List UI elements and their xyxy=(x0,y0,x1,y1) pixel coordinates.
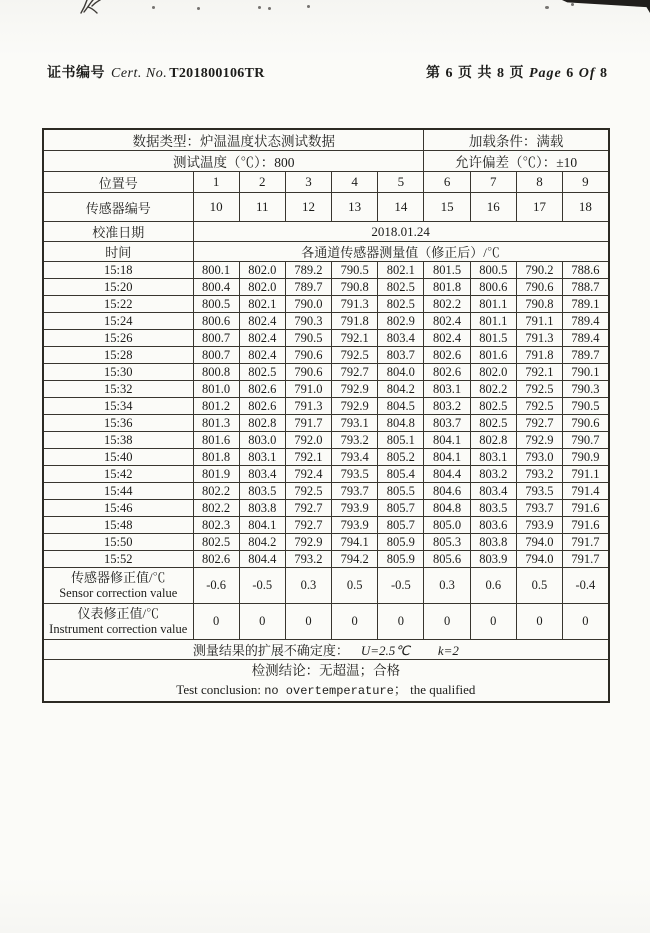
reading-value-cell: 792.9 xyxy=(332,381,378,398)
reading-value-cell: 802.2 xyxy=(470,381,516,398)
reading-value-cell: 805.0 xyxy=(424,517,470,534)
test-temp-row xyxy=(43,151,609,172)
time-cell: 15:28 xyxy=(43,347,193,364)
reading-value-cell: 788.7 xyxy=(563,279,609,296)
reading-value-cell: 805.7 xyxy=(378,517,424,534)
position-row xyxy=(43,172,609,193)
reading-value-cell: 793.2 xyxy=(516,466,562,483)
reading-value-cell: 802.6 xyxy=(239,398,285,415)
reading-value-cell: 802.4 xyxy=(239,313,285,330)
value-cell: 6 xyxy=(424,172,470,193)
reading-value-cell: 789.4 xyxy=(563,330,609,347)
conclusion-en-sep: ； xyxy=(393,681,407,697)
value-cell: 0 xyxy=(424,604,470,640)
uncertainty-prefix: 测量结果的扩展不确定度： xyxy=(192,643,349,658)
reading-value-cell: 800.5 xyxy=(470,262,516,279)
allowed-deviation-cell: 允许偏差（℃）：±10 xyxy=(424,151,609,172)
sensor-correction-label-en: Sensor correction value xyxy=(59,585,178,600)
scan-dot-artifact xyxy=(545,6,549,9)
reading-row xyxy=(43,449,609,466)
reading-value-cell: 790.8 xyxy=(332,279,378,296)
reading-row xyxy=(43,551,609,568)
reading-value-cell: 802.6 xyxy=(424,347,470,364)
reading-value-cell: 804.5 xyxy=(378,398,424,415)
time-cell: 15:38 xyxy=(43,432,193,449)
reading-value-cell: 805.5 xyxy=(378,483,424,500)
cert-label-cn: 证书编号 xyxy=(47,66,105,81)
reading-value-cell: 792.0 xyxy=(285,432,331,449)
reading-value-cell: 805.1 xyxy=(378,432,424,449)
reading-value-cell: 804.4 xyxy=(424,466,470,483)
value-cell: 18 xyxy=(563,193,609,222)
value-cell: 16 xyxy=(470,193,516,222)
reading-value-cell: 788.6 xyxy=(563,262,609,279)
reading-value-cell: 792.1 xyxy=(285,449,331,466)
reading-value-cell: 803.9 xyxy=(470,551,516,568)
reading-value-cell: 801.2 xyxy=(193,398,239,415)
reading-row xyxy=(43,432,609,449)
time-cell: 15:36 xyxy=(43,415,193,432)
reading-value-cell: 794.0 xyxy=(516,551,562,568)
reading-value-cell: 794.1 xyxy=(332,534,378,551)
reading-value-cell: 800.8 xyxy=(193,364,239,381)
reading-value-cell: 793.0 xyxy=(516,449,562,466)
reading-value-cell: 801.5 xyxy=(424,262,470,279)
reading-value-cell: 803.1 xyxy=(470,449,516,466)
reading-value-cell: 801.6 xyxy=(470,347,516,364)
value-cell: 4 xyxy=(332,172,378,193)
reading-value-cell: 790.3 xyxy=(563,381,609,398)
reading-value-cell: 793.1 xyxy=(332,415,378,432)
reading-value-cell: 803.2 xyxy=(470,466,516,483)
reading-value-cell: 792.9 xyxy=(516,432,562,449)
page-number xyxy=(426,62,608,82)
reading-row xyxy=(43,534,609,551)
reading-value-cell: 804.2 xyxy=(239,534,285,551)
reading-value-cell: 800.5 xyxy=(193,296,239,313)
reading-value-cell: 805.2 xyxy=(378,449,424,466)
time-cell: 15:30 xyxy=(43,364,193,381)
reading-value-cell: 801.6 xyxy=(193,432,239,449)
reading-value-cell: 803.5 xyxy=(239,483,285,500)
reading-value-cell: 802.9 xyxy=(378,313,424,330)
reading-value-cell: 793.2 xyxy=(332,432,378,449)
value-cell: -0.5 xyxy=(378,568,424,604)
reading-value-cell: 802.5 xyxy=(470,398,516,415)
sensor-correction-label-cn: 传感器修正值/℃ xyxy=(70,569,166,585)
reading-value-cell: 803.7 xyxy=(378,347,424,364)
reading-value-cell: 791.3 xyxy=(332,296,378,313)
value-cell: 11 xyxy=(239,193,285,222)
reading-value-cell: 803.2 xyxy=(424,398,470,415)
reading-value-cell: 790.0 xyxy=(285,296,331,313)
instrument-correction-label-cn: 仪表修正值/℃ xyxy=(77,605,160,621)
reading-value-cell: 792.4 xyxy=(285,466,331,483)
value-cell: 0.5 xyxy=(332,568,378,604)
page-cn: 页 共 xyxy=(457,66,493,81)
reading-value-cell: 802.5 xyxy=(193,534,239,551)
reading-value-cell: 791.7 xyxy=(563,534,609,551)
reading-row xyxy=(43,398,609,415)
document-header xyxy=(47,62,608,82)
sensor-label: 传感器编号 xyxy=(43,193,193,222)
reading-value-cell: 789.7 xyxy=(563,347,609,364)
reading-value-cell: 800.6 xyxy=(193,313,239,330)
reading-value-cell: 804.4 xyxy=(239,551,285,568)
reading-value-cell: 791.3 xyxy=(285,398,331,415)
reading-value-cell: 800.4 xyxy=(193,279,239,296)
reading-value-cell: 790.6 xyxy=(563,415,609,432)
reading-value-cell: 793.7 xyxy=(516,500,562,517)
reading-row xyxy=(43,262,609,279)
reading-value-cell: 801.3 xyxy=(193,415,239,432)
reading-value-cell: 802.1 xyxy=(239,296,285,313)
reading-value-cell: 791.7 xyxy=(563,551,609,568)
reading-value-cell: 804.8 xyxy=(424,500,470,517)
reading-value-cell: 803.5 xyxy=(470,500,516,517)
value-cell: -0.5 xyxy=(239,568,285,604)
reading-value-cell: 804.1 xyxy=(424,449,470,466)
reading-value-cell: 790.8 xyxy=(516,296,562,313)
time-cell: 15:18 xyxy=(43,262,193,279)
reading-value-cell: 802.8 xyxy=(470,432,516,449)
value-cell: 7 xyxy=(470,172,516,193)
reading-value-cell: 793.9 xyxy=(332,500,378,517)
reading-value-cell: 789.7 xyxy=(285,279,331,296)
value-cell: 0.3 xyxy=(424,568,470,604)
reading-value-cell: 792.7 xyxy=(285,517,331,534)
reading-value-cell: 803.4 xyxy=(239,466,285,483)
calibration-label: 校准日期 xyxy=(43,222,193,242)
reading-value-cell: 805.7 xyxy=(378,500,424,517)
reading-value-cell: 805.9 xyxy=(378,551,424,568)
conclusion-cn: 检测结论：无超温；合格 xyxy=(251,663,401,679)
reading-value-cell: 801.8 xyxy=(193,449,239,466)
reading-value-cell: 793.7 xyxy=(332,483,378,500)
value-cell: 0 xyxy=(239,604,285,640)
data-type-row xyxy=(43,129,609,151)
value-cell: 0.5 xyxy=(516,568,562,604)
reading-value-cell: 793.2 xyxy=(285,551,331,568)
reading-value-cell: 805.4 xyxy=(378,466,424,483)
time-cell: 15:50 xyxy=(43,534,193,551)
reading-value-cell: 802.4 xyxy=(239,330,285,347)
time-cell: 15:46 xyxy=(43,500,193,517)
reading-value-cell: 804.1 xyxy=(239,517,285,534)
reading-value-cell: 802.5 xyxy=(378,296,424,313)
reading-value-cell: 792.5 xyxy=(516,381,562,398)
reading-value-cell: 792.9 xyxy=(285,534,331,551)
page-of-en: Of xyxy=(578,66,596,81)
time-header-row xyxy=(43,242,609,262)
reading-row xyxy=(43,415,609,432)
reading-value-cell: 792.5 xyxy=(332,347,378,364)
instrument-correction-label xyxy=(43,604,193,640)
reading-value-cell: 802.2 xyxy=(193,500,239,517)
reading-row xyxy=(43,279,609,296)
certificate-number xyxy=(47,62,265,82)
value-cell: 14 xyxy=(378,193,424,222)
time-cell: 15:22 xyxy=(43,296,193,313)
reading-value-cell: 792.7 xyxy=(332,364,378,381)
reading-value-cell: 802.6 xyxy=(193,551,239,568)
reading-value-cell: 801.0 xyxy=(193,381,239,398)
reading-value-cell: 804.1 xyxy=(424,432,470,449)
data-type-cell: 数据类型：炉温温度状态测试数据 xyxy=(43,129,424,151)
reading-value-cell: 802.2 xyxy=(424,296,470,313)
channel-header: 各通道传感器测量值（修正后）/℃ xyxy=(193,242,609,262)
value-cell: 0 xyxy=(378,604,424,640)
scan-dot-artifact xyxy=(258,6,261,9)
conclusion-en-suffix: the qualified xyxy=(410,681,476,697)
reading-value-cell: 792.5 xyxy=(516,398,562,415)
uncertainty-k-value: k=2 xyxy=(437,643,459,658)
test-temp-cell: 测试温度（℃）：800 xyxy=(43,151,424,172)
reading-value-cell: 793.5 xyxy=(332,466,378,483)
scan-dot-artifact xyxy=(571,3,574,6)
value-cell: 9 xyxy=(563,172,609,193)
value-cell: 0 xyxy=(516,604,562,640)
time-cell: 15:42 xyxy=(43,466,193,483)
value-cell: 8 xyxy=(516,172,562,193)
cert-label-en: Cert. No. xyxy=(111,66,168,81)
time-cell: 15:34 xyxy=(43,398,193,415)
page-num-en: 6 xyxy=(566,66,575,81)
reading-value-cell: 803.8 xyxy=(470,534,516,551)
reading-value-cell: 793.9 xyxy=(516,517,562,534)
calibration-row xyxy=(43,222,609,242)
value-cell: -0.6 xyxy=(193,568,239,604)
page-cn: 页 xyxy=(509,66,525,81)
reading-value-cell: 801.9 xyxy=(193,466,239,483)
reading-value-cell: 791.1 xyxy=(563,466,609,483)
reading-value-cell: 792.1 xyxy=(332,330,378,347)
scan-dot-artifact xyxy=(268,7,271,10)
reading-value-cell: 802.4 xyxy=(424,330,470,347)
reading-value-cell: 802.2 xyxy=(193,483,239,500)
reading-row xyxy=(43,500,609,517)
measurement-table xyxy=(42,128,610,703)
reading-value-cell: 790.9 xyxy=(563,449,609,466)
reading-value-cell: 790.7 xyxy=(563,432,609,449)
reading-value-cell: 790.5 xyxy=(285,330,331,347)
reading-value-cell: 803.4 xyxy=(470,483,516,500)
time-cell: 15:48 xyxy=(43,517,193,534)
reading-value-cell: 804.8 xyxy=(378,415,424,432)
value-cell: -0.4 xyxy=(563,568,609,604)
reading-value-cell: 789.1 xyxy=(563,296,609,313)
scan-dot-artifact xyxy=(197,7,200,10)
reading-row xyxy=(43,483,609,500)
reading-value-cell: 802.5 xyxy=(470,415,516,432)
reading-value-cell: 802.1 xyxy=(378,262,424,279)
reading-value-cell: 791.3 xyxy=(516,330,562,347)
value-cell: 0 xyxy=(563,604,609,640)
reading-value-cell: 789.2 xyxy=(285,262,331,279)
reading-value-cell: 804.6 xyxy=(424,483,470,500)
reading-value-cell: 802.0 xyxy=(239,262,285,279)
value-cell: 0.6 xyxy=(470,568,516,604)
reading-value-cell: 790.3 xyxy=(285,313,331,330)
reading-value-cell: 792.7 xyxy=(285,500,331,517)
reading-row xyxy=(43,347,609,364)
reading-value-cell: 802.0 xyxy=(470,364,516,381)
load-condition-cell: 加载条件：满载 xyxy=(424,129,609,151)
scan-corner-artifact xyxy=(562,0,650,13)
conclusion-en-prefix: Test conclusion: xyxy=(176,681,261,697)
cert-number-value: T201800106TR xyxy=(169,66,265,81)
conclusion-en xyxy=(45,682,607,700)
sensor-correction-label xyxy=(43,568,193,604)
time-cell: 15:40 xyxy=(43,449,193,466)
reading-value-cell: 790.5 xyxy=(563,398,609,415)
page-num: 6 xyxy=(445,66,454,81)
reading-value-cell: 803.7 xyxy=(424,415,470,432)
reading-value-cell: 793.4 xyxy=(332,449,378,466)
reading-value-cell: 790.6 xyxy=(285,347,331,364)
page-cn: 第 xyxy=(425,66,441,81)
scan-dot-artifact xyxy=(307,5,310,8)
reading-row xyxy=(43,466,609,483)
reading-value-cell: 793.9 xyxy=(332,517,378,534)
reading-value-cell: 801.8 xyxy=(424,279,470,296)
page-total-en: 8 xyxy=(600,66,608,81)
reading-value-cell: 803.6 xyxy=(470,517,516,534)
reading-value-cell: 802.8 xyxy=(239,415,285,432)
reading-value-cell: 792.7 xyxy=(516,415,562,432)
reading-value-cell: 790.6 xyxy=(285,364,331,381)
time-cell: 15:44 xyxy=(43,483,193,500)
reading-value-cell: 791.7 xyxy=(285,415,331,432)
reading-value-cell: 805.6 xyxy=(424,551,470,568)
reading-value-cell: 804.0 xyxy=(378,364,424,381)
reading-value-cell: 805.3 xyxy=(424,534,470,551)
value-cell: 2 xyxy=(239,172,285,193)
reading-value-cell: 802.4 xyxy=(424,313,470,330)
reading-value-cell: 791.4 xyxy=(563,483,609,500)
reading-value-cell: 805.9 xyxy=(378,534,424,551)
reading-value-cell: 794.0 xyxy=(516,534,562,551)
reading-value-cell: 802.6 xyxy=(424,364,470,381)
position-label: 位置号 xyxy=(43,172,193,193)
uncertainty-cell xyxy=(43,640,609,660)
reading-value-cell: 800.7 xyxy=(193,330,239,347)
value-cell: 15 xyxy=(424,193,470,222)
time-label: 时间 xyxy=(43,242,193,262)
sensor-row xyxy=(43,193,609,222)
reading-value-cell: 803.8 xyxy=(239,500,285,517)
reading-value-cell: 802.5 xyxy=(378,279,424,296)
pen-scribble-artifact xyxy=(78,0,112,15)
time-cell: 15:26 xyxy=(43,330,193,347)
conclusion-row xyxy=(43,660,609,702)
reading-value-cell: 802.3 xyxy=(193,517,239,534)
value-cell: 0 xyxy=(193,604,239,640)
value-cell: 0 xyxy=(285,604,331,640)
reading-value-cell: 794.2 xyxy=(332,551,378,568)
reading-value-cell: 800.1 xyxy=(193,262,239,279)
reading-value-cell: 791.6 xyxy=(563,500,609,517)
reading-row xyxy=(43,313,609,330)
reading-value-cell: 802.5 xyxy=(239,364,285,381)
reading-row xyxy=(43,296,609,313)
reading-value-cell: 804.2 xyxy=(378,381,424,398)
reading-value-cell: 790.1 xyxy=(563,364,609,381)
value-cell: 3 xyxy=(285,172,331,193)
uncertainty-u-value: U=2.5℃ xyxy=(360,643,410,658)
value-cell: 13 xyxy=(332,193,378,222)
reading-value-cell: 801.5 xyxy=(470,330,516,347)
reading-value-cell: 802.4 xyxy=(239,347,285,364)
reading-value-cell: 791.6 xyxy=(563,517,609,534)
reading-value-cell: 800.6 xyxy=(470,279,516,296)
instrument-correction-label-en: Instrument correction value xyxy=(49,621,188,636)
value-cell: 0 xyxy=(332,604,378,640)
reading-value-cell: 792.5 xyxy=(285,483,331,500)
page-en: Page xyxy=(528,66,562,81)
reading-value-cell: 803.1 xyxy=(424,381,470,398)
value-cell: 1 xyxy=(193,172,239,193)
reading-value-cell: 790.5 xyxy=(332,262,378,279)
reading-value-cell: 789.4 xyxy=(563,313,609,330)
reading-value-cell: 791.8 xyxy=(332,313,378,330)
reading-value-cell: 803.4 xyxy=(378,330,424,347)
uncertainty-row xyxy=(43,640,609,660)
page-total: 8 xyxy=(496,66,505,81)
sensor-correction-row xyxy=(43,568,609,604)
value-cell: 5 xyxy=(378,172,424,193)
reading-value-cell: 793.5 xyxy=(516,483,562,500)
reading-value-cell: 791.8 xyxy=(516,347,562,364)
reading-value-cell: 790.2 xyxy=(516,262,562,279)
reading-value-cell: 790.6 xyxy=(516,279,562,296)
reading-row xyxy=(43,381,609,398)
calibration-date: 2018.01.24 xyxy=(193,222,609,242)
time-cell: 15:32 xyxy=(43,381,193,398)
reading-value-cell: 791.0 xyxy=(285,381,331,398)
conclusion-cell xyxy=(43,660,609,702)
reading-value-cell: 801.1 xyxy=(470,313,516,330)
reading-value-cell: 801.1 xyxy=(470,296,516,313)
reading-value-cell: 802.6 xyxy=(239,381,285,398)
value-cell: 0 xyxy=(470,604,516,640)
reading-row xyxy=(43,364,609,381)
instrument-correction-row xyxy=(43,604,609,640)
reading-value-cell: 803.0 xyxy=(239,432,285,449)
reading-value-cell: 802.0 xyxy=(239,279,285,296)
value-cell: 10 xyxy=(193,193,239,222)
time-cell: 15:52 xyxy=(43,551,193,568)
reading-value-cell: 791.1 xyxy=(516,313,562,330)
conclusion-en-mono: no overtemperature xyxy=(264,683,394,698)
reading-value-cell: 792.1 xyxy=(516,364,562,381)
reading-row xyxy=(43,517,609,534)
reading-value-cell: 803.1 xyxy=(239,449,285,466)
reading-value-cell: 800.7 xyxy=(193,347,239,364)
reading-row xyxy=(43,330,609,347)
scan-dot-artifact xyxy=(152,6,155,9)
value-cell: 12 xyxy=(285,193,331,222)
value-cell: 0.3 xyxy=(285,568,331,604)
time-cell: 15:20 xyxy=(43,279,193,296)
value-cell: 17 xyxy=(516,193,562,222)
time-cell: 15:24 xyxy=(43,313,193,330)
reading-value-cell: 792.9 xyxy=(332,398,378,415)
